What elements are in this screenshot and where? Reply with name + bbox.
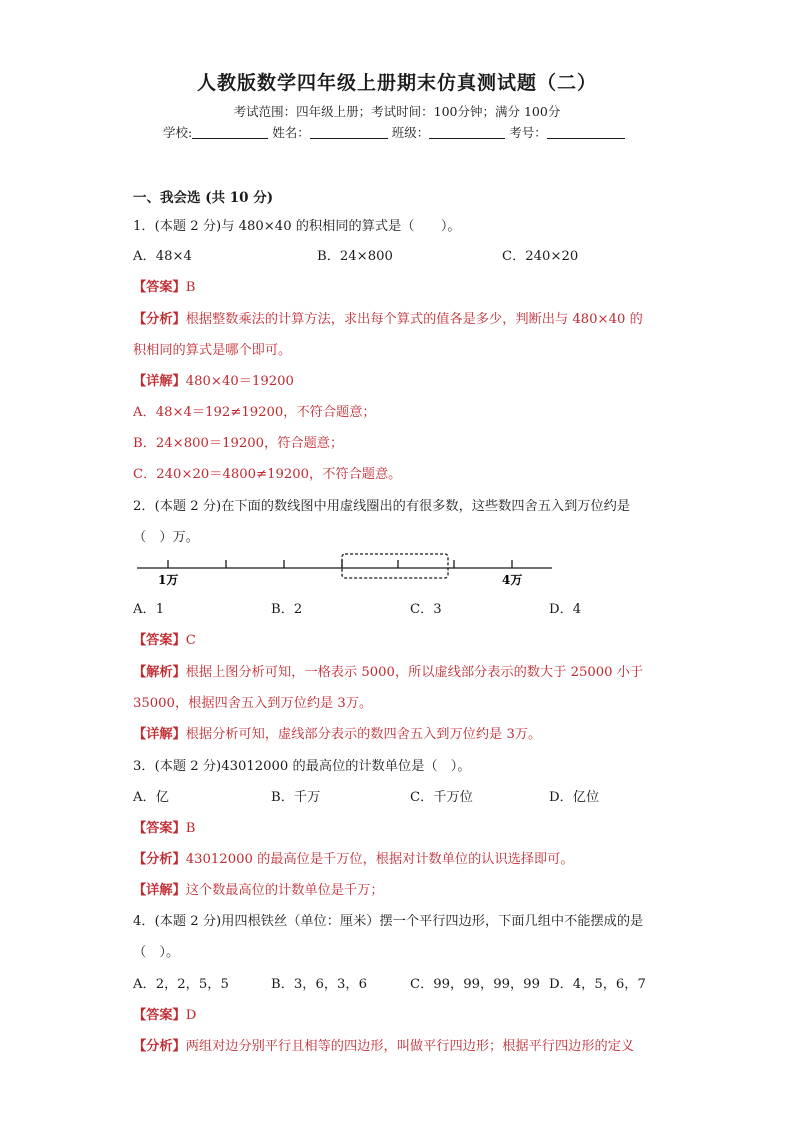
section-heading: 一、我会选 (共 10 分) (133, 190, 274, 206)
analysis-tag: 【分析】 (133, 852, 186, 867)
q1-detail (133, 370, 294, 389)
name-blank[interactable] (310, 125, 388, 139)
answer-tag: 【答案】 (133, 280, 186, 295)
analysis-text: 两组对边分别平行且相等的四边形，叫做平行四边形；根据平行四边形的定义 (185, 1039, 635, 1054)
q1-stem: 1．(本题 2 分)与 480×40 的积相同的算式是（ ）。 (133, 219, 461, 234)
q2-detail (133, 723, 541, 742)
answer-tag: 【答案】 (133, 633, 186, 648)
analysis-tag: 【分析】 (133, 312, 186, 327)
q1-detail-c: C．240×20＝4800≠19200，不符合题意。 (133, 467, 402, 482)
exam-number-label: 考号： (509, 125, 547, 140)
q4-option-d: D．4，5，6，7 (549, 977, 646, 992)
q2-analysis (133, 661, 643, 680)
q4-analysis (133, 1035, 634, 1054)
detail-tag: 【详解】 (133, 883, 186, 898)
class-blank[interactable] (429, 125, 505, 139)
q4-option-b: B．3，6，3，6 (271, 977, 368, 992)
class-label: 班级： (391, 125, 430, 140)
answer-tag: 【答案】 (133, 821, 186, 836)
q4-stem: 4．(本题 2 分)用四根铁丝（单位：厘米）摆一个平行四边形，下面几组中不能摆成的是 (133, 914, 644, 929)
q2-option-b: B．2 (271, 602, 303, 617)
school-blank[interactable] (192, 125, 268, 139)
answer-value: C (185, 633, 196, 648)
q2-option-a: A．1 (133, 602, 165, 617)
q1-answer (133, 276, 195, 295)
name-label: 姓名： (272, 125, 310, 140)
answer-value: B (185, 821, 196, 836)
q1-analysis (133, 308, 643, 327)
analysis-text: 根据上图分析可知，一格表示 5000，所以虚线部分表示的数大于 25000 小于 (185, 665, 644, 680)
q3-option-b: B．千万 (271, 790, 321, 805)
q3-analysis (133, 848, 574, 867)
label-1wan: 1万 (158, 573, 179, 587)
detail-tag: 【详解】 (133, 374, 186, 389)
analysis-text: 43012000 的最高位是千万位，根据对计数单位的认识选择即可。 (185, 852, 574, 867)
q2-stem-cont: （ ）万。 (133, 530, 199, 545)
dashed-circle-region (342, 554, 448, 578)
q2-answer (133, 629, 196, 648)
analysis-tag: 【分析】 (133, 1039, 186, 1054)
detail-tag: 【详解】 (133, 727, 186, 742)
q1-option-b: B．24×800 (317, 249, 393, 264)
exam-info-line: 考试范围：四年级上册；考试时间：100分钟；满分 100分 (233, 104, 561, 119)
detail-text: 根据分析可知，虚线部分表示的数四舍五入到万位约是 3万。 (185, 727, 542, 742)
exam-number-blank[interactable] (547, 125, 625, 139)
q4-option-a: A．2，2，5，5 (133, 977, 229, 992)
q1-analysis-cont: 积相同的算式是哪个即可。 (133, 343, 292, 358)
q1-detail-b: B．24×800＝19200，符合题意； (133, 436, 344, 451)
q1-option-c: C．240×20 (502, 249, 579, 264)
q3-answer (133, 817, 195, 836)
answer-value: D (185, 1008, 197, 1023)
q1-detail-a: A．48×4＝192≠19200，不符合题意； (133, 405, 376, 420)
q1-option-a: A．48×4 (133, 249, 192, 264)
analysis-text: 根据整数乘法的计算方法，求出每个算式的值各是多少，判断出与 480×40 的 (185, 312, 643, 327)
q3-option-a: A．亿 (133, 790, 169, 805)
q2-analysis-cont: 35000，根据四舍五入到万位约是 3万。 (133, 696, 373, 711)
page-title: 人教版数学四年级上册期末仿真测试题（二） (196, 72, 597, 94)
q2-option-c: C．3 (410, 602, 442, 617)
detail-text: 这个数最高位的计数单位是千万； (185, 883, 384, 898)
answer-tag: 【答案】 (133, 1008, 186, 1023)
q3-detail (133, 879, 384, 898)
label-4wan: 4万 (502, 573, 523, 587)
q3-stem: 3．(本题 2 分)43012000 的最高位的计数单位是（ ）。 (133, 759, 471, 774)
q2-stem: 2．(本题 2 分)在下面的数线图中用虚线圈出的有很多数，这些数四舍五入到万位约是 (133, 499, 631, 514)
q3-option-c: C．千万位 (410, 790, 473, 805)
number-line-figure (132, 548, 562, 590)
q2-option-d: D．4 (549, 602, 582, 617)
q4-stem-cont: （ ）。 (133, 945, 180, 960)
q3-option-d: D．亿位 (549, 790, 600, 805)
analysis-tag: 【解析】 (133, 665, 186, 680)
student-info-fields (163, 123, 625, 141)
detail-text: 480×40＝19200 (185, 374, 294, 389)
answer-value: B (185, 280, 196, 295)
q4-option-c: C．99，99，99，99 (410, 977, 540, 992)
school-label: 学校: (163, 125, 193, 140)
q4-answer (133, 1004, 196, 1023)
